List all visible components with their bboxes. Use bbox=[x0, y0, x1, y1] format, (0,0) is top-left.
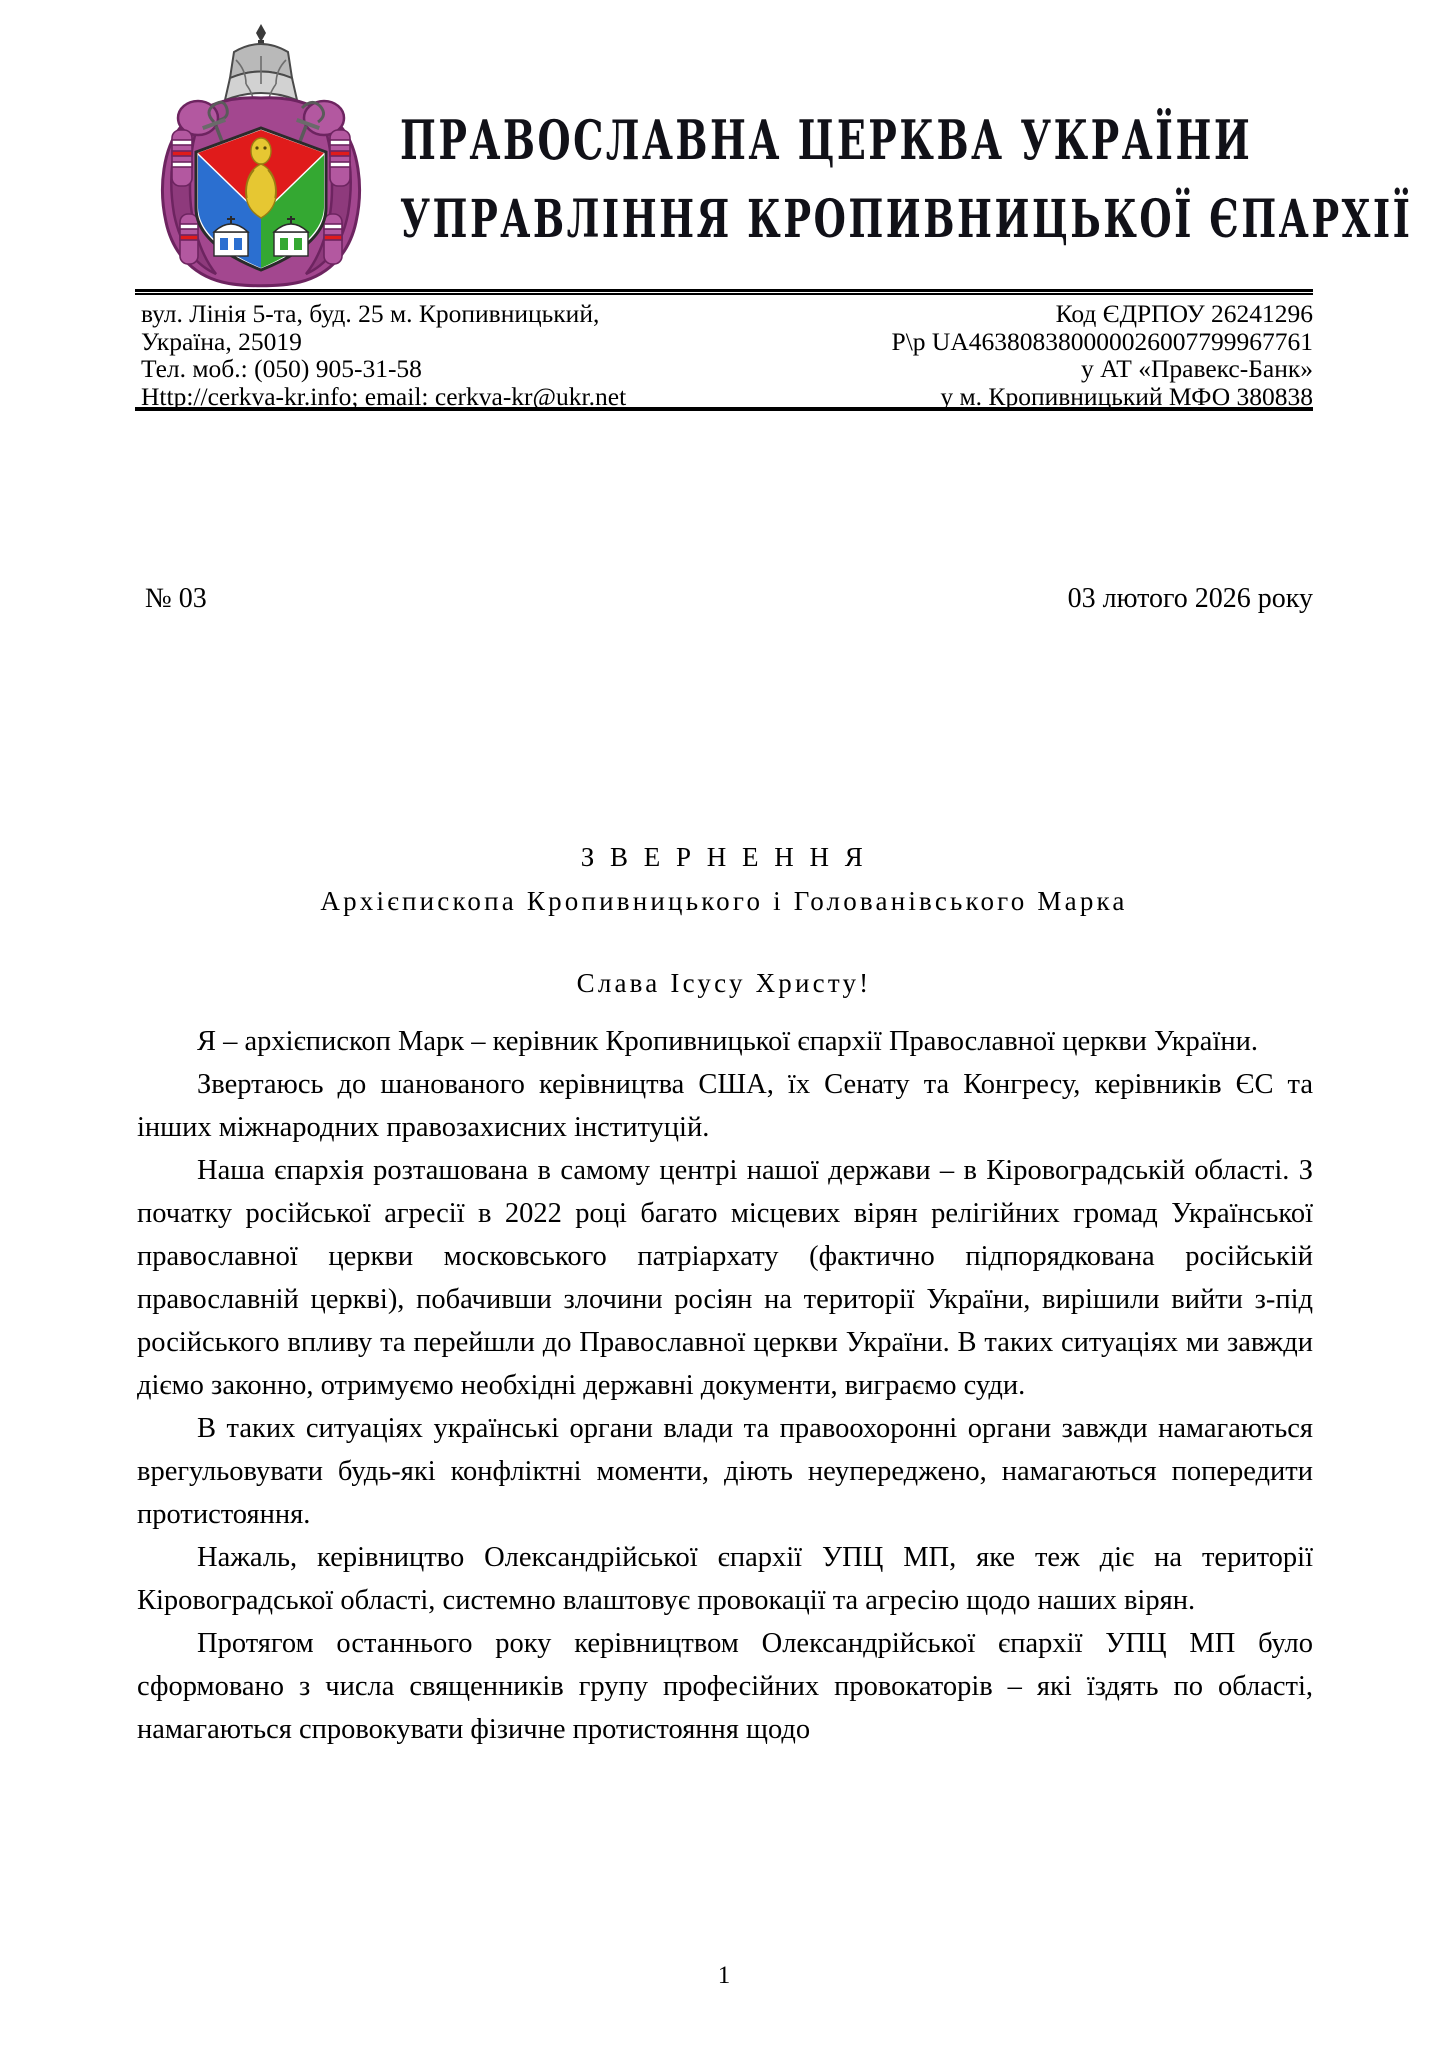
body-paragraph: Я – архієпископ Марк – керівник Кропивницької єпархії Православної церкви України. bbox=[197, 1026, 1258, 1057]
contact-line: Тел. моб.: (050) 905-31-58 bbox=[141, 354, 422, 383]
contact-line: у м. Кропивницький МФО 380838 bbox=[940, 381, 1313, 411]
contact-line: Україна, 25019 bbox=[141, 326, 302, 356]
body-paragraph: Нажаль, керівництво Олександрійської єпархії УПЦ МП, яке теж діє на території Кіровоградської області, системно влаштовує провокації та агресію щодо наших вірян. bbox=[137, 1542, 1313, 1616]
header-divider-double bbox=[135, 289, 1313, 295]
document-title-block bbox=[135, 838, 1313, 1002]
body-paragraph: В таких ситуаціях українські органи влади та правоохоронні органи завжди намагаються врегульовувати будь-які конфліктні моменти, діють неупереджено, намагаються попередити протистояння. bbox=[137, 1413, 1313, 1530]
body-paragraph: Наша єпархія розташована в самому центрі нашої держави – в Кіровоградській області. З початку російської агресії в 2022 році багато місцевих вірян релігійних громад Української православної церкви московського патріархату (фактично підпорядкована російській православній церкві), побачивши злочини росіян на території України, вирішили вийти з-під російського впливу та перейшли до Православної церкви України. В таких ситуаціях ми завжди діємо законно, отримуємо необхідні державні документи, виграємо суди. bbox=[137, 1155, 1313, 1401]
document-date: 03 лютого 2026 року bbox=[1067, 583, 1313, 614]
body-paragraph: Звертаюсь до шанованого керівництва США, їх Сенату та Конгресу, керівників ЄС та інших міжнародних правозахисних інституцій. bbox=[137, 1069, 1313, 1143]
contact-line: вул. Лінія 5-та, буд. 25 м. Кропивницький, bbox=[141, 299, 600, 328]
document-body bbox=[137, 1020, 1313, 1751]
document-greeting: Слава Ісусу Христу! bbox=[576, 968, 872, 998]
org-title-line-1: ПРАВОСЛАВНА ЦЕРКВА УКРАЇНИ bbox=[400, 107, 1253, 172]
contact-address-column bbox=[141, 300, 626, 410]
document-number: № 03 bbox=[145, 583, 207, 614]
contact-line: Р\р UA463808380000026007799967761 bbox=[891, 326, 1313, 356]
document-subtitle: Архієпископа Кропивницького і Голованівського Марка bbox=[320, 886, 1128, 916]
contact-block bbox=[135, 299, 1313, 411]
org-title-line-2: УПРАВЛІННЯ КРОПИВНИЦЬКОЇ ЄПАРХІЇ bbox=[400, 187, 1413, 250]
page-title: З В Е Р Н Е Н Н Я bbox=[580, 842, 868, 872]
contact-divider bbox=[135, 407, 1313, 411]
letterhead-header bbox=[0, 0, 1448, 295]
contact-line: Код ЄДРПОУ 26241296 bbox=[1055, 299, 1313, 328]
contact-bank-column bbox=[892, 300, 1313, 410]
contact-line: Http://cerkva-kr.info; email: cerkva-kr@ukr.net bbox=[141, 381, 627, 411]
page-number: 1 bbox=[717, 1962, 731, 1989]
body-paragraph: Протягом останнього року керівництвом Олександрійської єпархії УПЦ МП було сформовано з числа священників групу професійних провокаторів – які їздять по області, намагаються спровокувати фізичне протистояння щодо bbox=[137, 1628, 1313, 1745]
contact-line: у АТ «Правекс-Банк» bbox=[1080, 354, 1313, 383]
organisation-titles bbox=[400, 107, 1430, 250]
coat-of-arms-icon bbox=[150, 18, 372, 288]
reference-line bbox=[135, 582, 1313, 618]
